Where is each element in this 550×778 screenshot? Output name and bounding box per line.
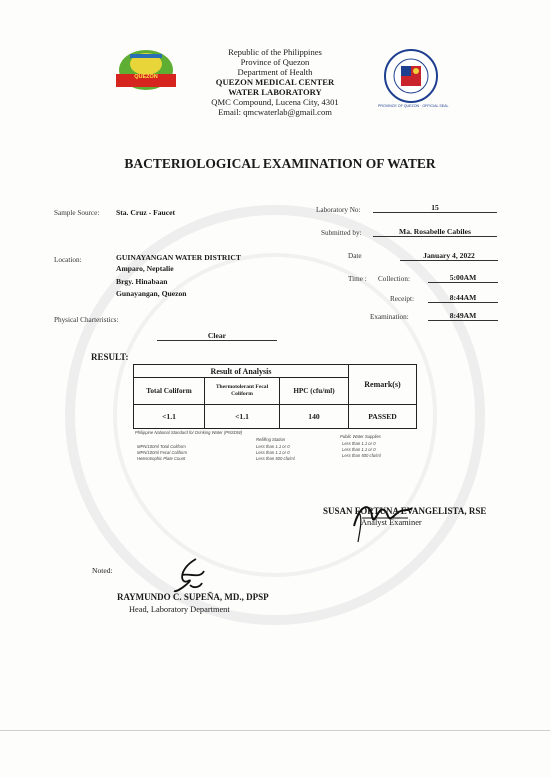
hpc-header: HPC (cfu/ml) bbox=[280, 378, 349, 405]
date-label: Date bbox=[348, 252, 362, 260]
submitted-by-value: Ma. Rosabelle Cabiles bbox=[373, 227, 497, 237]
sample-source-value: Sta. Cruz - Faucet bbox=[116, 208, 176, 217]
document-title: BACTERIOLOGICAL EXAMINATION OF WATER bbox=[124, 156, 436, 171]
date-value: January 4, 2022 bbox=[400, 251, 498, 261]
physical-characteristics-value: Clear bbox=[157, 331, 277, 341]
submitted-by-label: Submitted by: bbox=[321, 229, 362, 237]
header-address: QMC Compound, Lucena City, 4301 bbox=[211, 97, 339, 107]
left-logo-text: QUEZON bbox=[134, 74, 158, 80]
examiner-title: Analyst Examiner bbox=[361, 518, 422, 527]
standards-row-1: MPN/100ml Total Coliform bbox=[137, 444, 186, 449]
receipt-value: 8:44AM bbox=[428, 293, 498, 303]
location-line-2: Amparo, Neptalie bbox=[116, 264, 174, 273]
location-line-3: Brgy. Hinabaan bbox=[116, 277, 168, 286]
location-line-4: Gunayangan, Quezon bbox=[116, 289, 187, 298]
province-seal-text: PROVINCE OF QUEZON · OFFICIAL SEAL bbox=[378, 104, 449, 108]
standards-row-3: Heterotrophic Plate Count bbox=[137, 456, 186, 461]
fecal-coliform-value: <1.1 bbox=[205, 405, 280, 429]
public-row-1: Less than 1.1 or 0 bbox=[342, 441, 376, 446]
time-label: Time : bbox=[348, 275, 367, 283]
location-label: Location: bbox=[54, 256, 82, 264]
header-department: Department of Health bbox=[237, 67, 313, 77]
result-group-header: Result of Analysis bbox=[134, 365, 349, 378]
public-row-2: Less than 1.1 or 0 bbox=[342, 447, 376, 452]
hpc-value: 140 bbox=[280, 405, 349, 429]
scan-edge-line bbox=[0, 730, 550, 731]
examiner-signature bbox=[348, 496, 418, 546]
collection-value: 5:00AM bbox=[428, 273, 498, 283]
refilling-row-1: Less than 1.1 or 0 bbox=[256, 444, 290, 449]
head-name: RAYMUNDO C. SUPEÑA, MD., DPSP bbox=[117, 592, 269, 602]
sample-source-label: Sample Source: bbox=[54, 209, 100, 217]
receipt-label: Receipt: bbox=[390, 295, 414, 303]
refilling-row-2: Less than 1.1 or 0 bbox=[256, 450, 290, 455]
location-line-1: GUINAYANGAN WATER DISTRICT bbox=[116, 253, 241, 262]
quezon-province-logo bbox=[112, 46, 180, 96]
refilling-header: Refilling Station bbox=[256, 437, 286, 442]
result-table bbox=[133, 364, 417, 429]
remark-header: Remark(s) bbox=[349, 365, 417, 405]
province-seal bbox=[383, 48, 439, 104]
collection-label: Collection: bbox=[378, 275, 410, 283]
laboratory-no-label: Laboratory No: bbox=[316, 206, 361, 214]
head-title: Head, Laboratory Department bbox=[129, 605, 230, 614]
public-row-3: Less than 500 cfu/ml bbox=[342, 453, 381, 458]
head-signature bbox=[170, 555, 210, 595]
header-email: Email: qmcwaterlab@gmail.com bbox=[218, 107, 332, 117]
total-coliform-header: Total Coliform bbox=[134, 378, 205, 405]
header-center: QUEZON MEDICAL CENTER bbox=[215, 77, 335, 87]
refilling-row-3: Less than 500 cfu/ml bbox=[256, 456, 295, 461]
remark-value: PASSED bbox=[349, 405, 417, 429]
result-label: RESULT: bbox=[91, 352, 129, 362]
public-header: Public Water Supplies bbox=[340, 434, 381, 439]
standards-row-2: MPN/100ml Fecal Coliform bbox=[137, 450, 188, 455]
standards-title: Philippine National Standard for Drinking Water (PNSDW) bbox=[135, 430, 243, 435]
total-coliform-value: <1.1 bbox=[134, 405, 205, 429]
examination-value: 8:49AM bbox=[428, 311, 498, 321]
header-laboratory: WATER LABORATORY bbox=[228, 87, 322, 97]
fecal-coliform-header: Thermotolerant Fecal Coliform bbox=[205, 378, 280, 405]
examination-label: Examination: bbox=[370, 313, 409, 321]
header-province: Province of Quezon bbox=[240, 57, 310, 67]
noted-label: Noted: bbox=[92, 566, 113, 575]
examiner-name: SUSAN FORTUNA EVANGELISTA, RSE bbox=[323, 506, 487, 516]
laboratory-no-value: 15 bbox=[373, 203, 497, 213]
header-republic: Republic of the Philippines bbox=[228, 47, 322, 57]
physical-characteristics-label: Physical Charteristics: bbox=[54, 316, 119, 324]
